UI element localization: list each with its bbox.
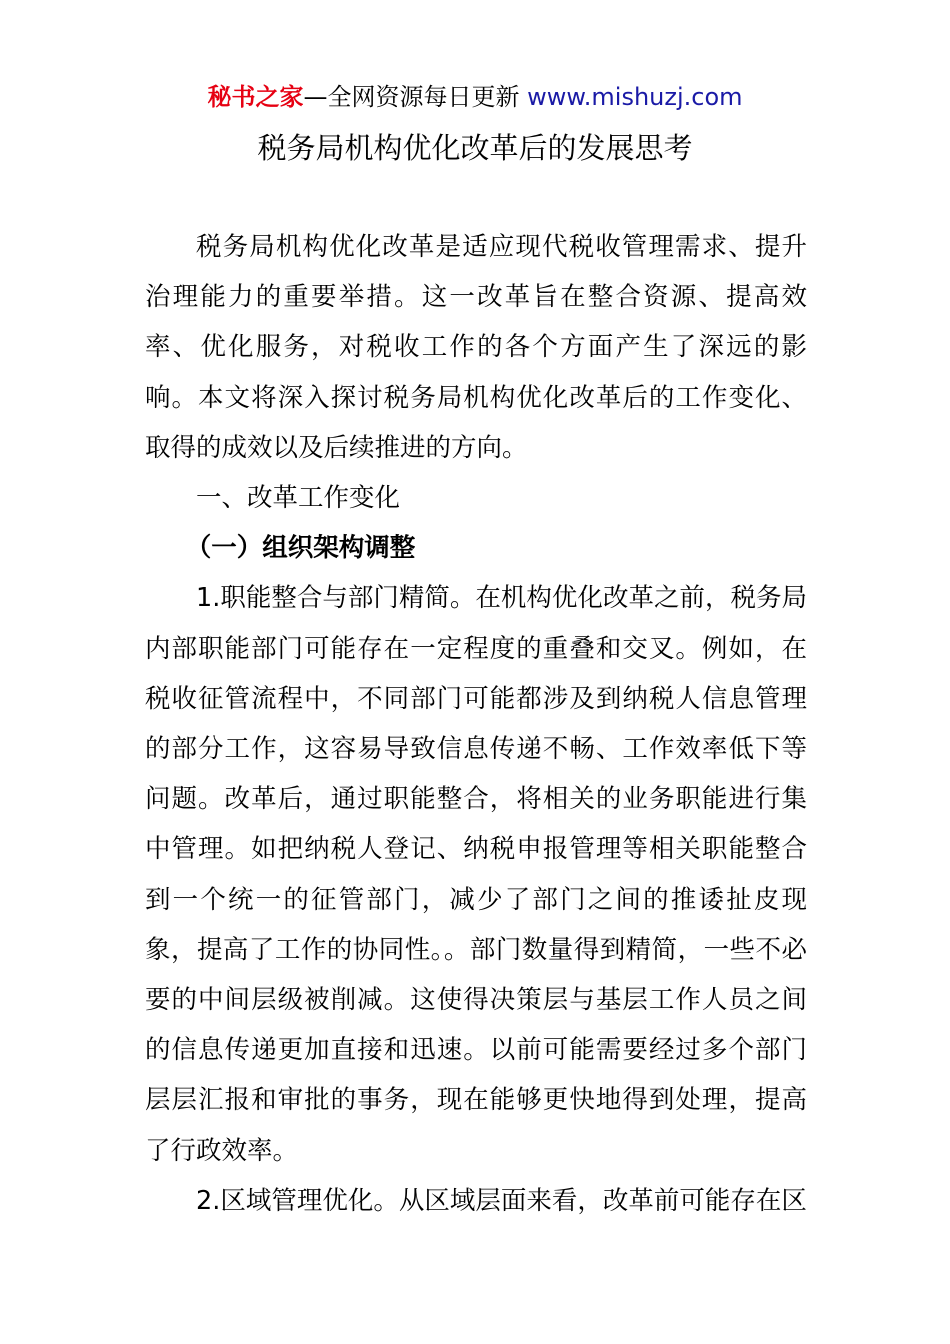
body-paragraph-1: 1.职能整合与部门精简。在机构优化改革之前，税务局内部职能部门可能存在一定程度的重叠和交叉。例如，在税收征管流程中，不同部门可能都涉及到纳税人信息管理的部分工作，这容易导致信息传递不畅、工作效率低下等问题。改革后，通过职能整合，将相关的业务职能进行集中管理。如把纳税人登记、纳税申报管理等相关职能整合到一个统一的征管部门，减少了部门之间的推诿扯皮现象，提高了工作的协同性。。部门数量得到精简，一些不必要的中间层级被削减。这使得决策层与基层工作人员之间的信息传递更加直接和迅速。以前可能需要经过多个部门层层汇报和审批的事务，现在能够更快地得到处理，提高了行政效率。 — [145, 583, 807, 1166]
site-url-link[interactable]: www.mishuzj.com — [527, 83, 743, 111]
subsection-heading: （一）组织架构调整 — [185, 533, 416, 564]
brand-name: 秘书之家 — [207, 83, 304, 111]
document-body — [145, 222, 807, 1226]
site-header — [0, 80, 950, 114]
header-tagline: —全网资源每日更新 — [303, 83, 528, 111]
intro-paragraph: 税务局机构优化改革是适应现代税收管理需求、提升治理能力的重要举措。这一改革旨在整合资源、提高效率、优化服务，对税收工作的各个方面产生了深远的影响。本文将深入探讨税务局机构优化改革后的工作变化、取得的成效以及后续推进的方向。 — [145, 232, 807, 463]
document-title: 税务局机构优化改革后的发展思考 — [257, 131, 693, 165]
body-paragraph-2: 2.区域管理优化。从区域层面来看，改革前可能存在区 — [196, 1185, 807, 1216]
section-heading: 一、改革工作变化 — [196, 483, 401, 514]
